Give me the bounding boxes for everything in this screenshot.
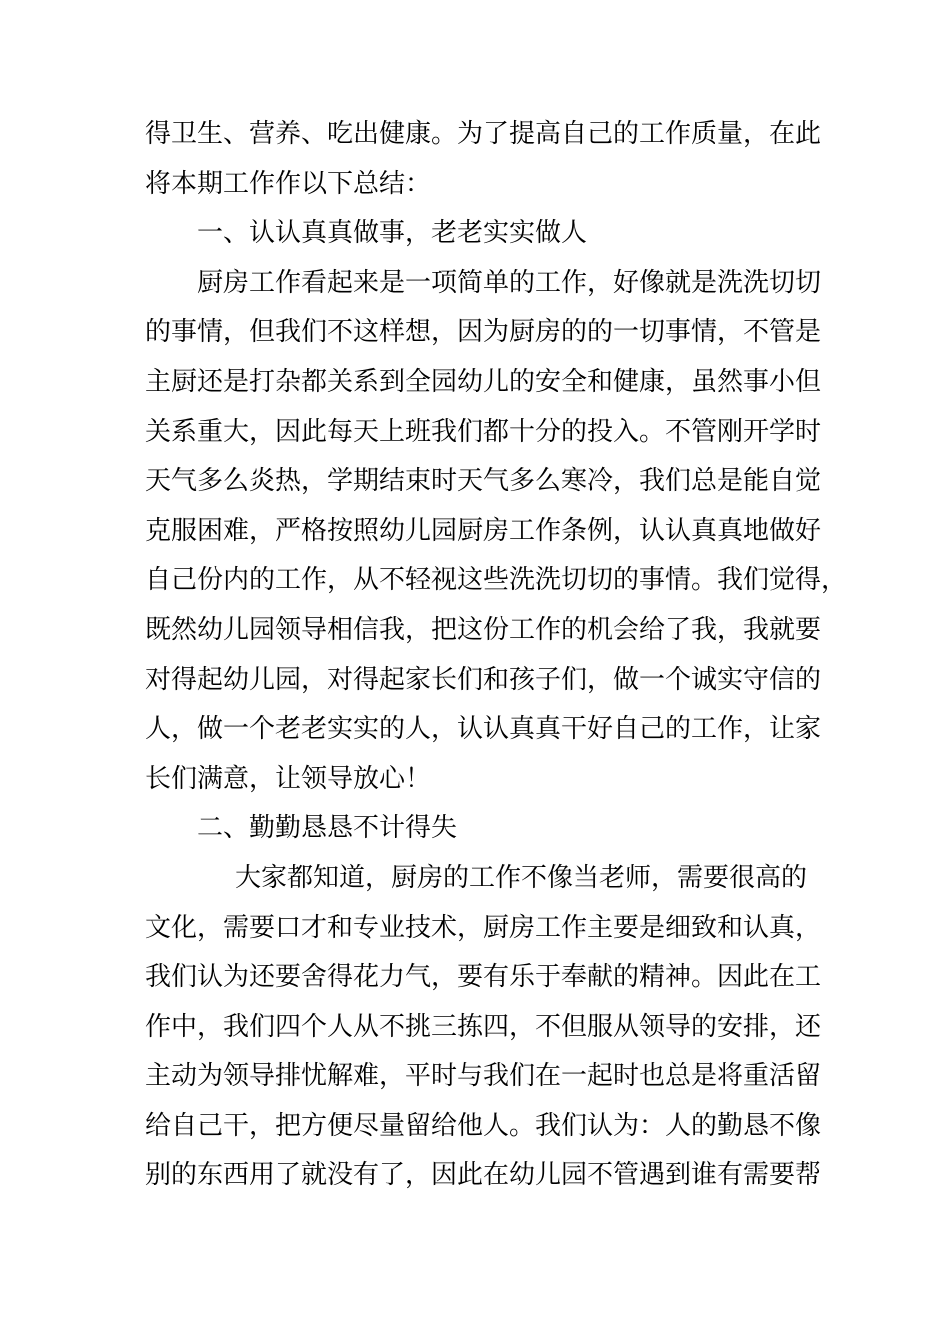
text-line: 既然幼儿园领导相信我，把这份工作的机会给了我，我就要 xyxy=(145,614,822,645)
text-line: 主动为领导排忧解难，平时与我们在一起时也总是将重活留 xyxy=(145,1061,822,1092)
text-line: 关系重大，因此每天上班我们都十分的投入。不管刚开学时 xyxy=(145,416,822,447)
text-line: 人，做一个老老实实的人，认认真真干好自己的工作，让家 xyxy=(145,714,822,745)
text-line: 大家都知道，厨房的工作不像当老师，需要很高的 xyxy=(235,862,808,893)
section-heading-2: 二、勤勤恳恳不计得失 xyxy=(197,813,458,844)
text-line: 的事情，但我们不这样想，因为厨房的的一切事情，不管是 xyxy=(145,317,822,348)
text-line: 厨房工作看起来是一项简单的工作，好像就是洗洗切切 xyxy=(197,267,822,298)
section-heading-1: 一、认认真真做事，老老实实做人 xyxy=(197,218,588,249)
text-line: 别的东西用了就没有了，因此在幼儿园不管遇到谁有需要帮 xyxy=(145,1160,822,1191)
text-line: 作中，我们四个人从不挑三拣四，不但服从领导的安排，还 xyxy=(145,1011,822,1042)
text-line: 天气多么炎热，学期结束时天气多么寒冷，我们总是能自觉 xyxy=(145,466,822,497)
text-line: 给自己干，把方便尽量留给他人。我们认为：人的勤恳不像 xyxy=(145,1110,822,1141)
text-line: 文化，需要口才和专业技术，厨房工作主要是细致和认真， xyxy=(145,912,822,943)
text-line: 自己份内的工作，从不轻视这些洗洗切切的事情。我们觉得， xyxy=(145,565,848,596)
text-line: 将本期工作作以下总结： xyxy=(145,168,432,199)
text-line: 对得起幼儿园，对得起家长们和孩子们，做一个诚实守信的 xyxy=(145,664,822,695)
text-line: 主厨还是打杂都关系到全园幼儿的安全和健康，虽然事小但 xyxy=(145,366,822,397)
document-body xyxy=(145,110,848,1201)
text-line: 我们认为还要舍得花力气，要有乐于奉献的精神。因此在工 xyxy=(145,962,822,993)
text-line: 得卫生、营养、吃出健康。为了提高自己的工作质量，在此 xyxy=(145,119,822,149)
text-line: 长们满意，让领导放心！ xyxy=(145,763,432,794)
text-line: 克服困难，严格按照幼儿园厨房工作条例，认认真真地做好 xyxy=(145,515,822,546)
